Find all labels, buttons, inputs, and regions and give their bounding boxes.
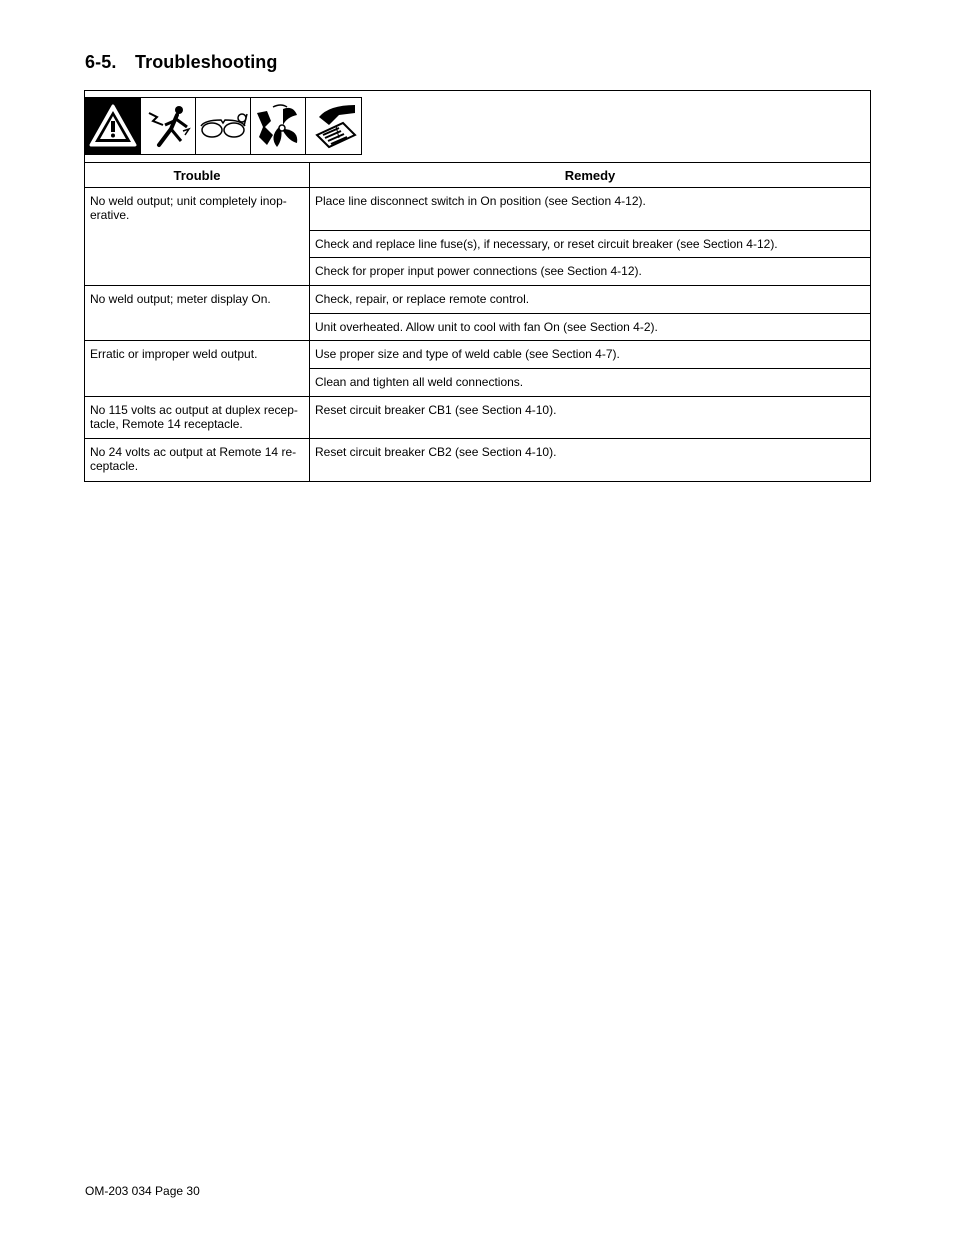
remedy-cell: Reset circuit breaker CB1 (see Section 4-10). [310, 397, 871, 439]
section-title-text: Troubleshooting [135, 52, 278, 72]
moving-parts-fan-icon [251, 98, 306, 154]
trouble-cell: No weld output; unit completely inop-erative. [85, 188, 310, 286]
remedy-cell: Check for proper input power connections (see Section 4-12). [310, 258, 871, 286]
trouble-cell: No weld output; meter display On. [85, 286, 310, 341]
read-manual-icon [306, 98, 361, 154]
table-row [85, 341, 870, 369]
remedy-column-header: Remedy [310, 163, 871, 188]
table-row [85, 439, 870, 481]
table-header-row [85, 163, 870, 188]
electric-shock-icon [141, 98, 196, 154]
remedy-cell: Clean and tighten all weld connections. [310, 369, 871, 397]
remedy-cell: Reset circuit breaker CB2 (see Section 4-10). [310, 439, 871, 481]
remedy-cell: Use proper size and type of weld cable (see Section 4-7). [310, 341, 871, 369]
trouble-cell: Erratic or improper weld output. [85, 341, 310, 397]
safety-glasses-icon [196, 98, 251, 154]
trouble-column-header: Trouble [85, 163, 310, 188]
warning-triangle-icon [86, 98, 141, 154]
safety-icon-row [85, 97, 362, 155]
trouble-cell: No 24 volts ac output at Remote 14 re-ceptacle. [85, 439, 310, 481]
section-number: 6-5. [85, 52, 117, 72]
troubleshooting-box [84, 90, 871, 482]
table-row [85, 397, 870, 439]
remedy-cell: Check, repair, or replace remote control. [310, 286, 871, 314]
troubleshooting-table [85, 163, 870, 481]
remedy-cell: Check and replace line fuse(s), if necessary, or reset circuit breaker (see Section 4-12). [310, 231, 871, 258]
trouble-cell: No 115 volts ac output at duplex recep-tacle, Remote 14 receptacle. [85, 397, 310, 439]
page-footer: OM-203 034 Page 30 [85, 1184, 200, 1198]
safety-icons-bar [85, 91, 870, 163]
table-row [85, 286, 870, 314]
remedy-cell: Unit overheated. Allow unit to cool with fan On (see Section 4-2). [310, 314, 871, 341]
section-title [85, 52, 278, 73]
table-row [85, 188, 870, 231]
remedy-cell: Place line disconnect switch in On position (see Section 4-12). [315, 194, 646, 208]
